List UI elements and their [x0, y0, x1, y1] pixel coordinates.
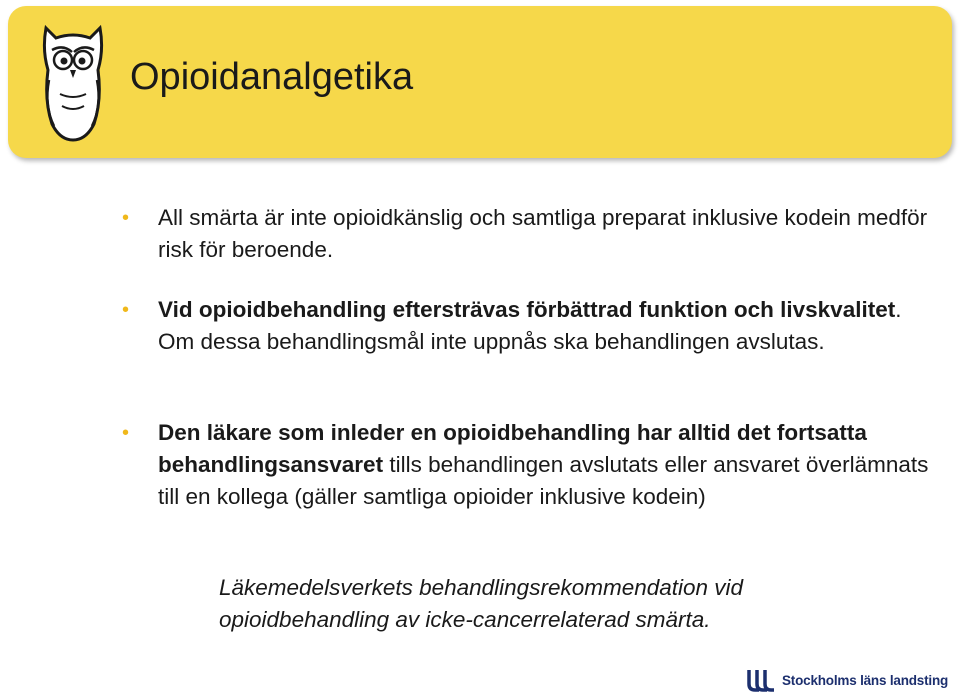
bullet-item: [158, 202, 938, 266]
organization-name: Stockholms läns landsting: [782, 673, 949, 688]
bullet-text: All smärta är inte opioidkänslig och samtliga preparat inklusive kodein medför risk för beroende.: [158, 205, 928, 262]
bullet-bold-text: Vid opioidbehandling eftersträvas förbättrad funktion och livskvalitet: [158, 297, 896, 322]
reference-citation: [219, 572, 919, 636]
bullet-text: tills behandlingen avslutats eller ansvaret överlämnats till en kollega (gäller samtliga opioider inklusive kodein): [158, 452, 929, 509]
reference-line: opioidbehandling av icke-cancerrelaterad smärta.: [219, 607, 711, 632]
page-title: Opioidanalgetika: [130, 56, 414, 98]
bullet-item: [158, 294, 938, 358]
bullet-item: [158, 417, 938, 513]
bullet-bold-text: Den läkare som inleder en opioidbehandling har alltid det fortsatta behandlingsansvaret: [158, 420, 867, 477]
sll-logo-icon: [745, 668, 775, 694]
bullet-text: . Om dessa behandlingsmål inte uppnås ska behandlingen avslutas.: [158, 297, 902, 354]
reference-line: Läkemedelsverkets behandlingsrekommendation vid: [219, 575, 744, 600]
footer-logo: [745, 668, 949, 694]
